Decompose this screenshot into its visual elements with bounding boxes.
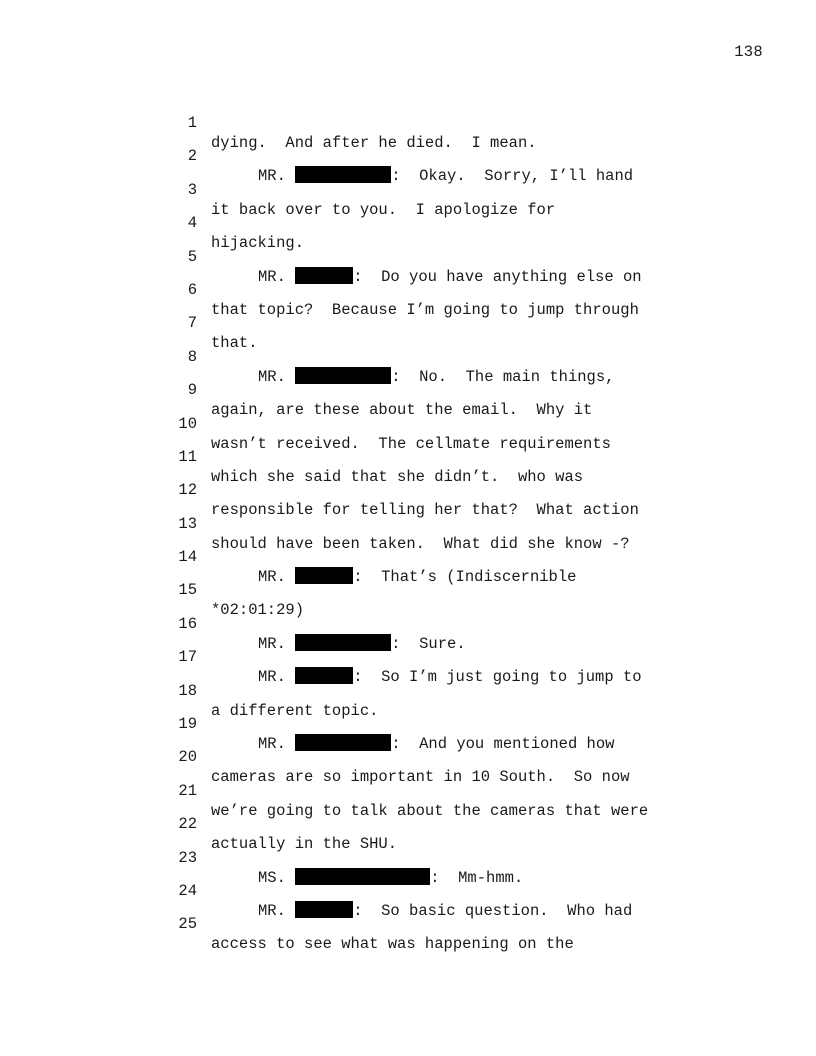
line-number: 6 xyxy=(187,280,197,299)
line-text: : No. The main things, xyxy=(391,367,615,386)
line-number: 8 xyxy=(187,347,197,366)
line-number: 16 xyxy=(178,614,197,633)
transcript-line xyxy=(0,894,816,954)
line-number: 12 xyxy=(178,481,197,500)
line-text: : Okay. Sorry, I’ll hand xyxy=(391,167,634,186)
line-number: 7 xyxy=(187,314,197,333)
transcript-line xyxy=(0,794,816,854)
transcript-line xyxy=(0,360,816,420)
line-number: 22 xyxy=(178,815,197,834)
speaker-title: MR. xyxy=(258,167,296,186)
transcript-line xyxy=(0,227,816,286)
transcript-line xyxy=(0,93,816,152)
speaker-title: MR. xyxy=(258,568,296,587)
page-number: 138 xyxy=(734,43,763,61)
transcript-line xyxy=(0,727,816,787)
transcript-line xyxy=(0,661,816,720)
speaker-title: MR. xyxy=(258,735,296,754)
transcript-line xyxy=(0,828,816,887)
speaker-title: MR. xyxy=(258,367,296,386)
transcript-line xyxy=(0,761,816,820)
line-number: 25 xyxy=(178,915,197,934)
transcript-line xyxy=(0,327,816,386)
line-number: 9 xyxy=(187,381,197,400)
line-text: dying. And after he died. I mean. xyxy=(211,134,537,152)
line-number: 23 xyxy=(178,848,197,867)
line-text: we’re going to talk about the cameras that were xyxy=(211,801,649,820)
line-text: : Sure. xyxy=(391,634,466,653)
speaker-title: MR. xyxy=(258,634,296,653)
transcript-line xyxy=(0,694,816,754)
line-number: 15 xyxy=(178,581,197,600)
line-number: 10 xyxy=(178,414,197,433)
line-number: 4 xyxy=(187,214,197,233)
line-text: : So basic question. Who had xyxy=(353,901,633,920)
line-number: 20 xyxy=(178,748,197,767)
transcript-line xyxy=(0,560,816,620)
transcript-line xyxy=(0,527,816,587)
line-text: cameras are so important in 10 South. So now xyxy=(211,768,630,787)
line-text: wasn’t received. The cellmate requirements xyxy=(211,434,611,453)
line-number: 13 xyxy=(178,514,197,533)
line-text: which she said that she didn’t. who was xyxy=(211,467,584,486)
line-number: 2 xyxy=(187,147,197,166)
transcript-line xyxy=(0,460,816,520)
line-number: 19 xyxy=(178,715,197,734)
transcript-line xyxy=(0,494,816,553)
line-number: 5 xyxy=(187,247,197,266)
transcript-line xyxy=(0,160,816,219)
transcript-line xyxy=(0,861,816,920)
line-text: : That’s (Indiscernible xyxy=(353,568,577,587)
line-number: 1 xyxy=(187,114,197,132)
line-number: 18 xyxy=(178,681,197,700)
speaker-title: MR. xyxy=(258,267,296,286)
transcript-line xyxy=(0,193,816,253)
line-number: 14 xyxy=(178,548,197,567)
line-text: : Mm-hmm. xyxy=(430,868,524,887)
line-text: that. xyxy=(211,334,258,353)
speaker-title: MR. xyxy=(258,901,296,920)
line-text: a different topic. xyxy=(211,701,379,720)
line-text: hijacking. xyxy=(211,234,305,253)
transcript-line xyxy=(0,427,816,486)
line-number: 17 xyxy=(178,648,197,667)
line-text: : So I’m just going to jump to xyxy=(353,668,642,687)
line-number: 11 xyxy=(178,447,197,466)
transcript-line xyxy=(0,627,816,687)
speaker-title: MS. xyxy=(258,868,296,887)
line-text: actually in the SHU. xyxy=(211,835,398,854)
line-text: again, are these about the email. Why it xyxy=(211,401,593,420)
line-text: : Do you have anything else on xyxy=(353,267,642,286)
transcript-line xyxy=(0,594,816,653)
transcript-line xyxy=(0,394,816,453)
transcript-line xyxy=(0,260,816,319)
line-text: it back over to you. I apologize for xyxy=(211,200,556,219)
line-number: 24 xyxy=(178,881,197,900)
line-text: should have been taken. What did she know -? xyxy=(211,534,630,553)
line-text: access to see what was happening on the xyxy=(211,935,574,954)
line-text: : And you mentioned how xyxy=(391,735,615,754)
line-number: 3 xyxy=(187,180,197,199)
transcript-line xyxy=(0,293,816,353)
line-text: that topic? Because I’m going to jump through xyxy=(211,300,639,319)
line-text: *02:01:29) xyxy=(211,601,305,620)
speaker-title: MR. xyxy=(258,668,296,687)
transcript-body xyxy=(0,93,816,954)
line-text: responsible for telling her that? What action xyxy=(211,501,639,520)
line-number: 21 xyxy=(178,781,197,800)
transcript-line xyxy=(0,126,816,186)
